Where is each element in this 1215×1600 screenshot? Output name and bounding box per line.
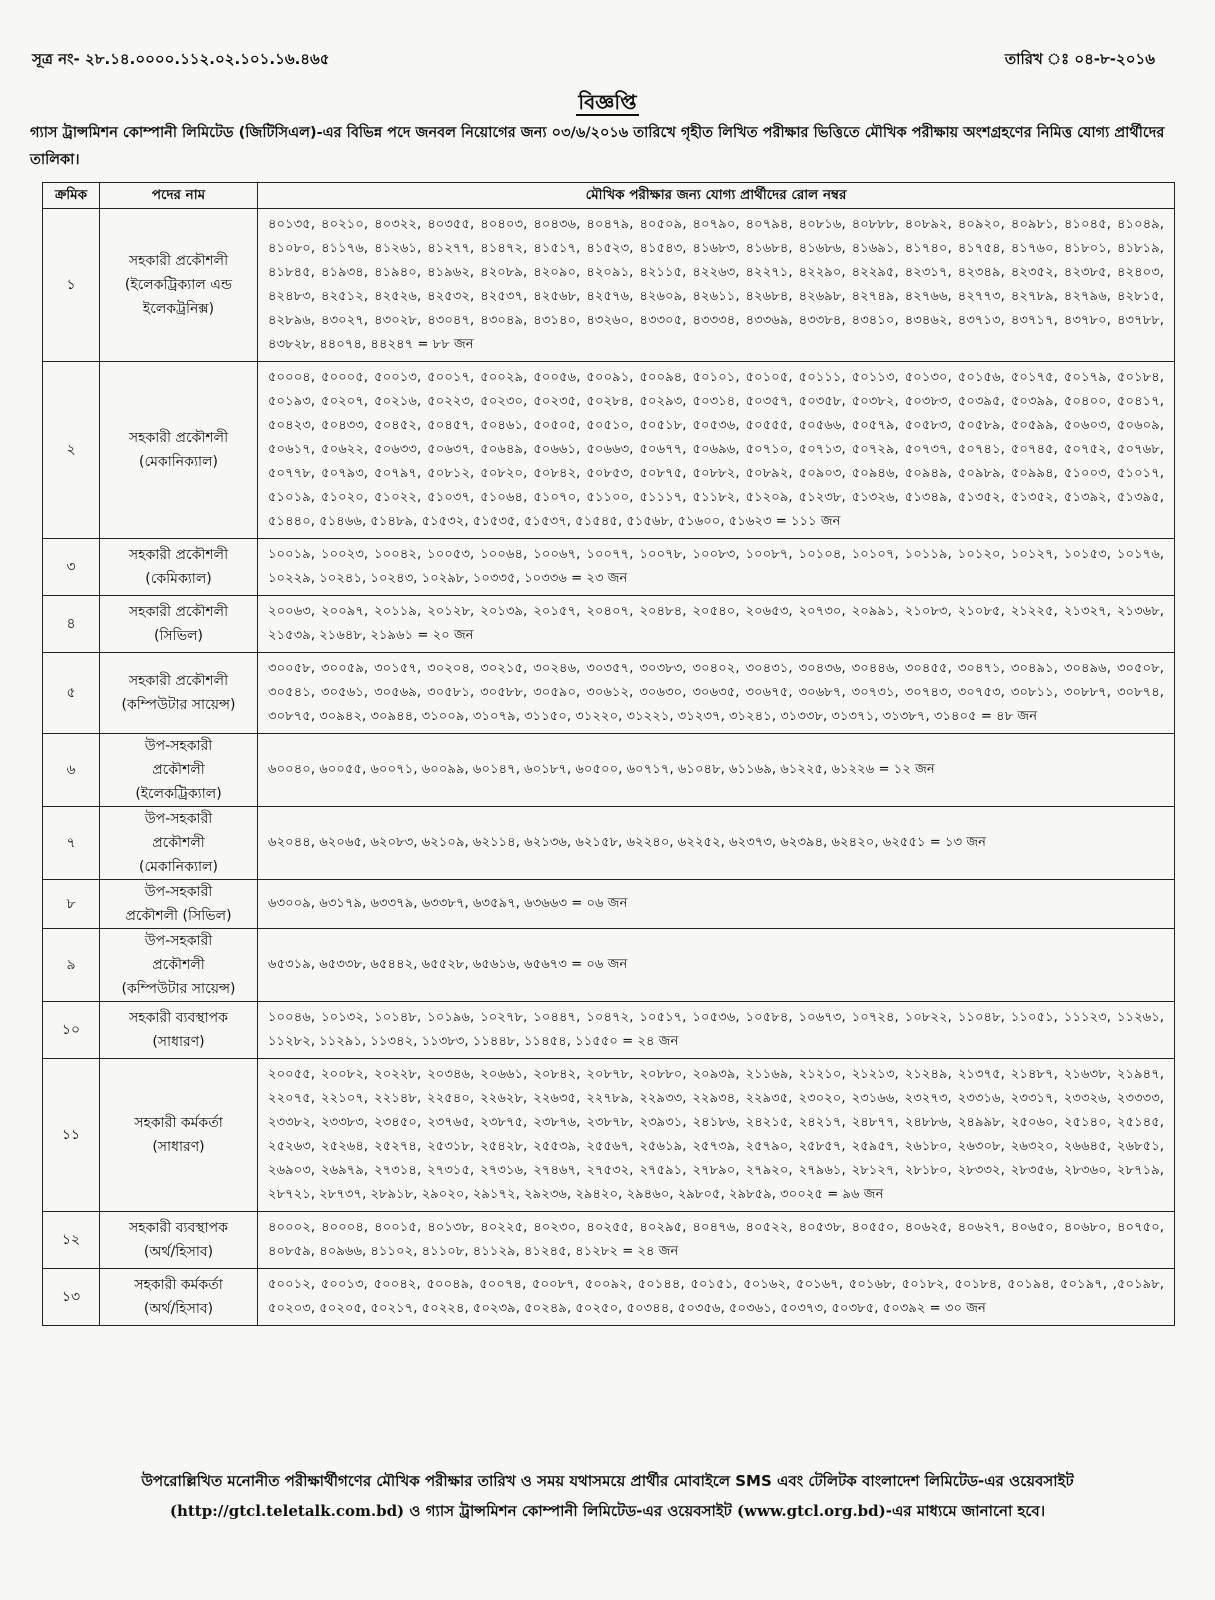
teletalk-website-link[interactable]: (http://gtcl.teletalk.com.bd) <box>169 1502 405 1520</box>
row-serial: ২ <box>43 362 100 539</box>
row-post: উপ-সহকারী প্রকৌশলী (সিভিল) <box>100 880 258 929</box>
reference-number: সূত্র নং- ২৮.১৪.০০০০.১১২.০২.১০১.১৬.৪৬৫ <box>32 50 330 68</box>
table-row <box>43 1002 1175 1059</box>
table-row <box>43 1269 1175 1326</box>
header-rolls: মৌখিক পরীক্ষার জন্য যোগ্য প্রার্থীদের রোল নম্বর <box>258 183 1175 209</box>
table-header-row <box>43 183 1175 209</box>
row-rolls: ২০০৬৩, ২০০৯৭, ২০১১৯, ২০১২৮, ২০১৩৯, ২০১৫৭, ২০৪০৭, ২০৪৮৪, ২০৫৪০, ২০৬৫৩, ২০৭৩০, ২০৯৯১, ২১০৮৩, ২১০৮৫, ২১২২৫, ২১৩২৭, ২১৩৬৮, ২১৫৩৯, ২১৬৪৮, ২১৯৬১ = ২০ জন <box>258 596 1175 653</box>
table-row <box>43 807 1175 880</box>
row-serial: ৮ <box>43 880 100 929</box>
table-row <box>43 539 1175 596</box>
row-post: সহকারী ব্যবস্থাপক (সাধারণ) <box>100 1002 258 1059</box>
row-rolls: ৬৫৩১৯, ৬৫৩৩৮, ৬৫৪৪২, ৬৫৫২৮, ৬৫৬১৬, ৬৫৬৭৩ = ০৬ জন <box>258 929 1175 1002</box>
row-serial: ৪ <box>43 596 100 653</box>
table-row <box>43 362 1175 539</box>
row-serial: ৩ <box>43 539 100 596</box>
table-row <box>43 1212 1175 1269</box>
table-row <box>43 734 1175 807</box>
notice-title-text: বিজ্ঞপ্তি <box>578 90 637 114</box>
row-serial: ১৩ <box>43 1269 100 1326</box>
row-rolls: ৩০০৫৮, ৩০০৫৯, ৩০১৫৭, ৩০২০৪, ৩০২১৫, ৩০২৪৬, ৩০৩৫৭, ৩০৩৮৩, ৩০৪০২, ৩০৪৩১, ৩০৪৩৬, ৩০৪৪৬, ৩০৪৫৫, ৩০৪৭১, ৩০৪৯১, ৩০৪৯৬, ৩০৫০৮, ৩০৫৪১, ৩০৫৬১, ৩০৫৬৯, ৩০৫৮১, ৩০৫৮৮, ৩০৫৯০, ৩০৬১২, ৩০৬৩০, ৩০৬৩৫, ৩০৬৭৫, ৩০৬৮৭, ৩০৭৩১, ৩০৭৪৩, ৩০৭৫৩, ৩০৮১১, ৩০৮৮৭, ৩০৮৭৪, ৩০৮৭৫, ৩০৯৪২, ৩০৯৪৪, ৩১০০৯, ৩১০৭৯, ৩১১৫০, ৩১২২০, ৩১২২১, ৩১২৩৭, ৩১২৪১, ৩১৩৩৮, ৩১৩৭১, ৩১৩৮৭, ৩১৪০৫ = ৪৮ জন <box>258 653 1175 734</box>
row-post: সহকারী কর্মকর্তা (অর্থ/হিসাব) <box>100 1269 258 1326</box>
row-rolls: ৪০১৩৫, ৪০২১০, ৪০৩২২, ৪০৩৫৫, ৪০৪০৩, ৪০৪৩৬, ৪০৪৭৯, ৪০৫০৯, ৪০৭৯০, ৪০৭৯৪, ৪০৮১৬, ৪০৮৮৮, ৪০৮৯২, ৪০৯২০, ৪০৯৮১, ৪১০৪৫, ৪১০৪৯, ৪১০৮০, ৪১১৭৬, ৪১২৬১, ৪১২৭৭, ৪১৪৭২, ৪১৫১৭, ৪১৫২৩, ৪১৫৪৩, ৪১৬৮৩, ৪১৬৮৪, ৪১৬৮৬, ৪১৬৯১, ৪১৭৪০, ৪১৭৫৪, ৪১৭৬০, ৪১৮০১, ৪১৮১৯, ৪১৮৪৫, ৪১৯৩৪, ৪১৯৪০, ৪১৯৬২, ৪২০৮৯, ৪২০৯০, ৪২০৯১, ৪২১১৫, ৪২২৬৩, ৪২২৭১, ৪২২৯০, ৪২২৯৫, ৪২৩১৭, ৪২৩৪৯, ৪২৩৫২, ৪২৩৮৫, ৪২৪০৩, ৪২৪৮৩, ৪২৫১২, ৪২৫২৬, ৪২৫৩২, ৪২৫৩৭, ৪২৫৬৮, ৪২৫৭৬, ৪২৬০৯, ৪২৬১১, ৪২৬৮৪, ৪২৬৯৮, ৪২৭৪৯, ৪২৭৬৬, ৪২৭৭৩, ৪২৭৮৯, ৪২৭৯৬, ৪২৮১৫, ৪২৮৯৬, ৪৩০২৭, ৪৩০২৮, ৪৩০৪৭, ৪৩০৪৯, ৪৩১৪০, ৪৩২৬০, ৪৩৩০৫, ৪৩৩৩৪, ৪৩৩৬৯, ৪৩৩৮৪, ৪৩৪১০, ৪৩৪৬২, ৪৩৭১৩, ৪৩৭১৭, ৪৩৭৮০, ৪৩৭৮৮, ৪৩৮২৮, ৪৪০৭৪, ৪৪২৪৭ = ৮৮ জন <box>258 209 1175 362</box>
row-serial: ১০ <box>43 1002 100 1059</box>
row-post: উপ-সহকারী প্রকৌশলী (ইলেকট্রিক্যাল) <box>100 734 258 807</box>
footer-line-1: উপরোল্লিখিত মনোনীত পরীক্ষার্থীগণের মৌখিক পরীক্ষার তারিখ ও সময় যথাসময়ে প্রার্থীর মোবাইলে SMS এবং টেলিটক বাংলাদেশ লিমিটেড-এর ওয়েবসাইট <box>141 1472 1074 1490</box>
table-row <box>43 1059 1175 1212</box>
notice-intro: গ্যাস ট্রান্সমিশন কোম্পানী লিমিটেড (জিটিসিএল)-এর বিভিন্ন পদে জনবল নিয়োগের জন্য ০৩/৬/২০১৬ তারিখে গৃহীত লিখিত পরীক্ষার ভিত্তিতে মৌখিক পরীক্ষায় অংশগ্রহণের নিমিত্ত যোগ্য প্রার্থীদের তালিকা। <box>30 125 1165 168</box>
footer-note <box>40 1466 1175 1526</box>
row-rolls: ১০০৪৬, ১০১৩২, ১০১৪৮, ১০১৯৬, ১০২৭৮, ১০৪৪৭, ১০৪৭২, ১০৫১৭, ১০৫৩৬, ১০৫৮৪, ১০৬৭৩, ১০৭২৪, ১০৮২২, ১১০৪৮, ১১০৫১, ১১১২৩, ১১২৬১, ১১২৮২, ১১২৯১, ১১৩৪২, ১১৩৮৩, ১১৪৪৮, ১১৪৫৪, ১১৫৫০ = ২৪ জন <box>258 1002 1175 1059</box>
footer-line-2 <box>40 1496 1175 1526</box>
row-rolls: ৪০০০২, ৪০০০৪, ৪০০১৫, ৪০১৩৮, ৪০২২৫, ৪০২৩০, ৪০২৫৫, ৪০২৯৫, ৪০৪৭৬, ৪০৫২২, ৪০৫৩৮, ৪০৫৫০, ৪০৬২৫, ৪০৬২৭, ৪০৬৫০, ৪০৬৮০, ৪০৭৫০, ৪০৮৫৯, ৪০৯৬৬, ৪১১০২, ৪১১০৮, ৪১১২৯, ৪১২৪৫, ৪১২৮২ = ২৪ জন <box>258 1212 1175 1269</box>
row-rolls: ৫০০০৪, ৫০০০৫, ৫০০১৩, ৫০০১৭, ৫০০২৯, ৫০০৫৬, ৫০০৯১, ৫০০৯৪, ৫০১০১, ৫০১০৫, ৫০১১১, ৫০১১৩, ৫০১৩০, ৫০১৫৬, ৫০১৭৫, ৫০১৭৯, ৫০১৮৪, ৫০১৯৩, ৫০২০৭, ৫০২১৬, ৫০২২৩, ৫০২৩০, ৫০২৩৫, ৫০২৮৪, ৫০২৯৩, ৫০৩১৪, ৫০৩৫৭, ৫০৩৫৮, ৫০৩৮২, ৫০৩৮৩, ৫০৩৯৫, ৫০৩৯৯, ৫০৪০০, ৫০৪১৭, ৫০৪২৩, ৫০৪৩৩, ৫০৪৫২, ৫০৪৫৭, ৫০৪৬১, ৫০৫০৫, ৫০৫১০, ৫০৫১৮, ৫০৫৩৬, ৫০৫৫৫, ৫০৫৬৬, ৫০৫৭৯, ৫০৫৮৩, ৫০৫৮৯, ৫০৫৯৯, ৫০৬০৩, ৫০৬০৯, ৫০৬১৭, ৫০৬২২, ৫০৬৩৩, ৫০৬৩৭, ৫০৬৪৯, ৫০৬৬১, ৫০৬৬৩, ৫০৬৭৭, ৫০৬৯৬, ৫০৭১০, ৫০৭১৩, ৫০৭২৯, ৫০৭৩৭, ৫০৭৪১, ৫০৭৪৫, ৫০৭৫২, ৫০৭৬৮, ৫০৭৭৮, ৫০৭৯৩, ৫০৭৯৭, ৫০৮১২, ৫০৮২০, ৫০৮৪২, ৫০৮৫৩, ৫০৮৭৫, ৫০৮৮২, ৫০৮৯২, ৫০৯০৩, ৫০৯৪৬, ৫০৯৪৯, ৫০৯৮৯, ৫০৯৯৪, ৫১০০৩, ৫১০১৭, ৫১০১৯, ৫১০২০, ৫১০২২, ৫১০৩৭, ৫১০৬৪, ৫১০৭০, ৫১১০০, ৫১১১৭, ৫১১৮২, ৫১২০৯, ৫১২৩৮, ৫১৩২৬, ৫১৩৪৯, ৫১৩৫২, ৫১৩৫২, ৫১৩৯২, ৫১৩৯৫, ৫১৪৪০, ৫১৪৬৬, ৫১৪৮৯, ৫১৫৩২, ৫১৫৩৫, ৫১৫৩৭, ৫১৫৪৫, ৫১৫৬৮, ৫১৬০০, ৫১৬২৩ = ১১১ জন <box>258 362 1175 539</box>
row-post: সহকারী ব্যবস্থাপক (অর্থ/হিসাব) <box>100 1212 258 1269</box>
row-rolls: ৬০০৪০, ৬০০৫৫, ৬০০৭১, ৬০০৯৯, ৬০১৪৭, ৬০১৮৭, ৬০৫০০, ৬০৭১৭, ৬১০৪৮, ৬১১৬৯, ৬১২২৫, ৬১২২৬ = ১২ জন <box>258 734 1175 807</box>
table-row <box>43 653 1175 734</box>
row-serial: ৫ <box>43 653 100 734</box>
header-post: পদের নাম <box>100 183 258 209</box>
row-serial: ৯ <box>43 929 100 1002</box>
table-row <box>43 209 1175 362</box>
row-post: সহকারী প্রকৌশলী (মেকানিক্যাল) <box>100 362 258 539</box>
header-serial: ক্রমিক <box>43 183 100 209</box>
table-row <box>43 596 1175 653</box>
row-post: সহকারী কর্মকর্তা (সাধারণ) <box>100 1059 258 1212</box>
table-row <box>43 880 1175 929</box>
row-serial: ১ <box>43 209 100 362</box>
row-rolls: ১০০১৯, ১০০২৩, ১০০৪২, ১০০৫৩, ১০০৬৪, ১০০৬৭, ১০০৭৭, ১০০৭৮, ১০০৮৩, ১০০৮৭, ১০১০৪, ১০১০৭, ১০১১৯, ১০১২০, ১০১২৭, ১০১৫৩, ১০১৭৬, ১০২২৯, ১০২৪১, ১০২৪৩, ১০২৯৮, ১০৩৩৫, ১০৩৩৬ = ২৩ জন <box>258 539 1175 596</box>
gtcl-website-link[interactable]: (www.gtcl.org.bd) <box>737 1502 886 1520</box>
row-rolls: ৬৩০০৯, ৬৩১৭৯, ৬৩৩৭৯, ৬৩৩৮৭, ৬৩৫৯৭, ৬৩৬৬৩ = ০৬ জন <box>258 880 1175 929</box>
eligible-candidates-table <box>42 182 1175 1326</box>
row-post: উপ-সহকারী প্রকৌশলী (কম্পিউটার সায়েন্স) <box>100 929 258 1002</box>
table-row <box>43 929 1175 1002</box>
row-post: সহকারী প্রকৌশলী (সিভিল) <box>100 596 258 653</box>
footer-line-2-end: -এর মাধ্যমে জানানো হবে। <box>885 1502 1046 1520</box>
row-serial: ৬ <box>43 734 100 807</box>
row-serial: ১১ <box>43 1059 100 1212</box>
row-post: সহকারী প্রকৌশলী (ইলেকট্রিক্যাল এন্ড ইলেকট্রনিক্স) <box>100 209 258 362</box>
row-serial: ৭ <box>43 807 100 880</box>
row-rolls: ৫০০১২, ৫০০১৩, ৫০০৪২, ৫০০৪৯, ৫০০৭৪, ৫০০৮৭, ৫০০৯২, ৫০১৪৪, ৫০১৫১, ৫০১৬২, ৫০১৬৭, ৫০১৬৮, ৫০১৮২, ৫০১৮৪, ৫০১৯৪, ৫০১৯৭, ,৫০১৯৮, ৫০২০৩, ৫০২০৫, ৫০২১৭, ৫০২২৪, ৫০২৩৯, ৫০২৪৯, ৫০২৫০, ৫০৩৪৪, ৫০৩৫৬, ৫০৩৬১, ৫০৩৭৩, ৫০৩৮৫, ৫০৩৯২ = ৩০ জন <box>258 1269 1175 1326</box>
notice-date: তারিখ ঃ ০৪-৮-২০১৬ <box>1004 50 1155 68</box>
row-post: সহকারী প্রকৌশলী (কেমিক্যাল) <box>100 539 258 596</box>
row-post: সহকারী প্রকৌশলী (কম্পিউটার সায়েন্স) <box>100 653 258 734</box>
notice-title <box>0 88 1215 121</box>
footer-line-2-mid: ও গ্যাস ট্রান্সমিশন কোম্পানী লিমিটেড-এর ওয়েবসাইট <box>404 1502 738 1520</box>
row-serial: ১২ <box>43 1212 100 1269</box>
row-post: উপ-সহকারী প্রকৌশলী (মেকানিক্যাল) <box>100 807 258 880</box>
row-rolls: ৬২০৪৪, ৬২০৬৫, ৬২০৮৩, ৬২১০৯, ৬২১১৪, ৬২১৩৬, ৬২১৫৮, ৬২২৪০, ৬২২৫২, ৬২৩৭৩, ৬২৩৯৪, ৬২৪২০, ৬২৫৫১ = ১৩ জন <box>258 807 1175 880</box>
row-rolls: ২০০৫৫, ২০০৮২, ২০২২৮, ২০৩৪৬, ২০৬৬১, ২০৮৪২, ২০৮৭৮, ২০৮৮০, ২০৯৩৯, ২১১৬৯, ২১২১০, ২১২১৩, ২১২৪৯, ২১৩৭৫, ২১৪৮৭, ২১৬৩৮, ২১৯৪৭, ২২০৭৫, ২২১০৭, ২২১৪৮, ২২৫৪০, ২২৬২৮, ২২৬৩৫, ২২৭৮৯, ২২৯৩৩, ২২৯৩৪, ২২৯৩৫, ২৩০২০, ২৩১৬৬, ২৩২৭৩, ২৩৩১৬, ২৩৩১৭, ২৩৩২৬, ২৩৩৩৩, ২৩৩৮২, ২৩৩৮৩, ২৩৪৫০, ২৩৭৬৫, ২৩৮৭৫, ২৩৮৭৬, ২৩৮৭৮, ২৩৯৩১, ২৪১৮৬, ২৪২১৫, ২৪২১৭, ২৪৮৭৭, ২৪৮৮৬, ২৪৯৯৮, ২৫০৬০, ২৫১৪০, ২৫১৪৫, ২৫২৬৩, ২৫২৬৪, ২৫২৭৪, ২৫৩১৮, ২৫৪২৮, ২৫৫৩৯, ২৫৫৬৭, ২৫৬১৯, ২৫৭৩৯, ২৫৭৯০, ২৫৮৫৭, ২৫৯৫৭, ২৬১৮০, ২৬৩০৮, ২৬৩২০, ২৬৬৪৫, ২৬৮৫১, ২৬৯০৩, ২৬৯৭৯, ২৭৩১৪, ২৭৩১৫, ২৭৩১৬, ২৭৪৬৭, ২৭৫৩২, ২৭৫৯১, ২৭৮৯০, ২৭৯২০, ২৭৯৬১, ২৮১২৭, ২৮১৮০, ২৮৩৩২, ২৮৩৫৬, ২৮৩৬০, ২৮৭১৯, ২৮৭২১, ২৮৭৩৭, ২৮৯১৮, ২৯০২০, ২৯১৭২, ২৯২৩৬, ২৯৪২০, ২৯৪৬০, ২৯৮০৫, ২৯৮৫৯, ৩০০২৫ = ৯৬ জন <box>258 1059 1175 1212</box>
